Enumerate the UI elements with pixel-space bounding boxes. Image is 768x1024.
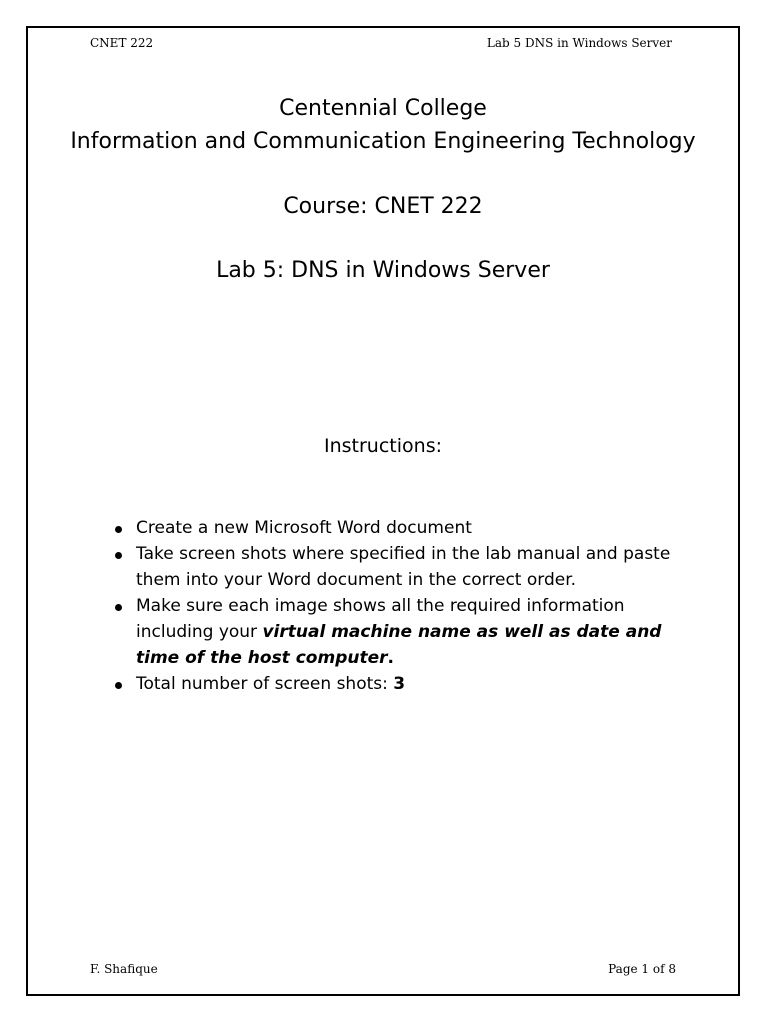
list-item [112,593,682,671]
course-title: Course: CNET 222 [283,194,483,219]
instruction-text: Total number of screen shots: [136,674,394,694]
instruction-text: Create a new Microsoft Word document [136,518,472,538]
instructions-list [112,515,682,697]
bullet-icon [115,552,122,559]
page-number: Page 1 of 8 [608,962,676,976]
header-course-code: CNET 222 [90,36,154,50]
document-page [26,26,740,996]
instruction-punctuation: . [387,648,394,668]
screenshot-count: 3 [393,674,406,694]
instruction-text: Take screen shots where specified in the lab manual and paste them into your Word document in the correct order. [136,544,671,590]
instructions-heading: Instructions: [324,435,442,457]
list-item [112,515,682,541]
footer-author: F. Shafique [90,962,158,976]
emphasized-requirement: virtual machine name as well as date and time of the host computer [136,622,662,668]
list-item [112,671,682,697]
lab-title: Lab 5: DNS in Windows Server [216,258,550,283]
bullet-icon [115,682,122,689]
instruction-text: Make sure each image shows all the required information including your [136,596,625,642]
program-name: Information and Communication Engineering Technology [70,129,696,154]
college-name: Centennial College [279,96,487,121]
list-item [112,541,682,593]
bullet-icon [115,526,122,533]
header-lab-title: Lab 5 DNS in Windows Server [486,36,672,50]
bullet-icon [115,604,122,611]
